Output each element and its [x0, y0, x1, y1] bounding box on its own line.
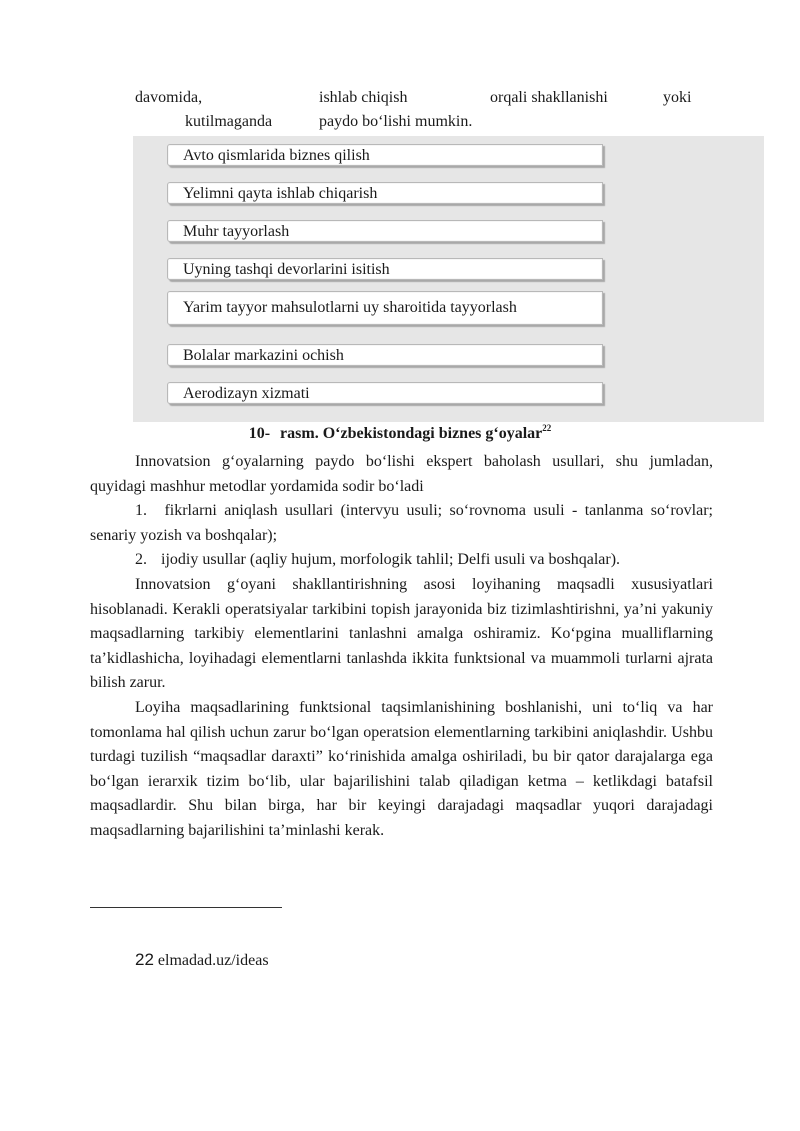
list-item	[90, 499, 713, 548]
figure-item: Avto qismlarida biznes qilish	[167, 144, 603, 166]
figure-item: Uyning tashqi devorlarini isitish	[167, 258, 603, 280]
caption-number: 10-	[248, 425, 271, 442]
footnote-number: 22	[135, 950, 154, 969]
paragraph: Innovatsion g‘oyani shakllantirishning asosi loyihaning maqsadli xususiyatlari hisoblanadi. Kerakli operatsiyalar tarkibini topish jarayonida biz tizimlashtirishni, ya’ni yakuniy maqsadlarning tarkibiy elementlarini tanlashni amalga oshiramiz. Ko‘pgina mualliflarning ta’kidlashicha, loyihadagi elementlarni tanlashda ikkita funktsional va muammoli turlarni ajrata bilish zarur.	[90, 575, 713, 692]
footnote-text: elmadad.uz/ideas	[157, 952, 269, 969]
footnote-ref: 22	[542, 423, 552, 433]
footnote	[135, 950, 269, 970]
table-cell: ishlab chiqish	[319, 89, 408, 106]
figure-item: Yelimni qayta ishlab chiqarish	[167, 182, 603, 204]
list-text: fikrlarni aniqlash usullari (intervyu usuli; so‘rovnoma usuli - tanlanma so‘rovlar; senariy yozish va boshqalar);	[90, 502, 713, 544]
table-cell: kutilmaganda	[185, 113, 273, 130]
figure-item: Aerodizayn xizmati	[167, 382, 603, 404]
paragraph: Innovatsion g‘oyalarning paydo bo‘lishi ekspert baholash usullari, shu jumladan, quyidagi mashhur metodlar yordamida sodir bo‘ladi	[90, 453, 713, 495]
paragraph: Loyiha maqsadlarining funktsional taqsimlanishining boshlanishi, uni to‘liq va har tomonlama hal qilish uchun zarur bo‘lgan operatsion elementlarning tarkibini aniqlashdir. Ushbu turdagi tuzilish “maqsadlar daraxti” ko‘rinishida amalga oshiriladi, bu bir qator darajalarga ega bo‘lgan ierarxik tizim bo‘lib, ular bajarilishini talab qiladigan ketma – ketlikdagi batafsil maqsadlardir. Shu bilan birga, har bir keyingi darajadagi maqsadlar yuqori darajadagi maqsadlarning bajarilishini ta’minlashi kerak.	[90, 698, 713, 839]
list-number: 1.	[135, 502, 147, 520]
top-table-fragment	[135, 86, 705, 134]
top-table-row-1	[135, 86, 705, 110]
table-cell: yoki	[663, 89, 692, 106]
figure-item: Muhr tayyorlash	[167, 220, 603, 242]
table-cell: davomida,	[135, 89, 203, 106]
figure-item: Yarim tayyor mahsulotlarni uy sharoitida tayyorlash	[167, 291, 603, 325]
figure-caption	[0, 425, 800, 443]
list-number: 2.	[135, 551, 147, 569]
top-table-row-2	[135, 110, 705, 134]
caption-text: rasm. O‘zbekistondagi biznes g‘oyalar	[280, 425, 543, 442]
table-cell: paydo bo‘lishi mumkin.	[319, 113, 473, 130]
footnote-divider	[90, 907, 282, 908]
body-text	[90, 450, 713, 844]
figure-item: Bolalar markazini ochish	[167, 344, 603, 366]
list-text: ijodiy usullar (aqliy hujum, morfologik tahlil; Delfi usuli va boshqalar).	[161, 551, 621, 569]
list-item	[90, 548, 713, 573]
business-ideas-figure	[133, 136, 764, 422]
table-cell: orqali shakllanishi	[490, 89, 608, 106]
